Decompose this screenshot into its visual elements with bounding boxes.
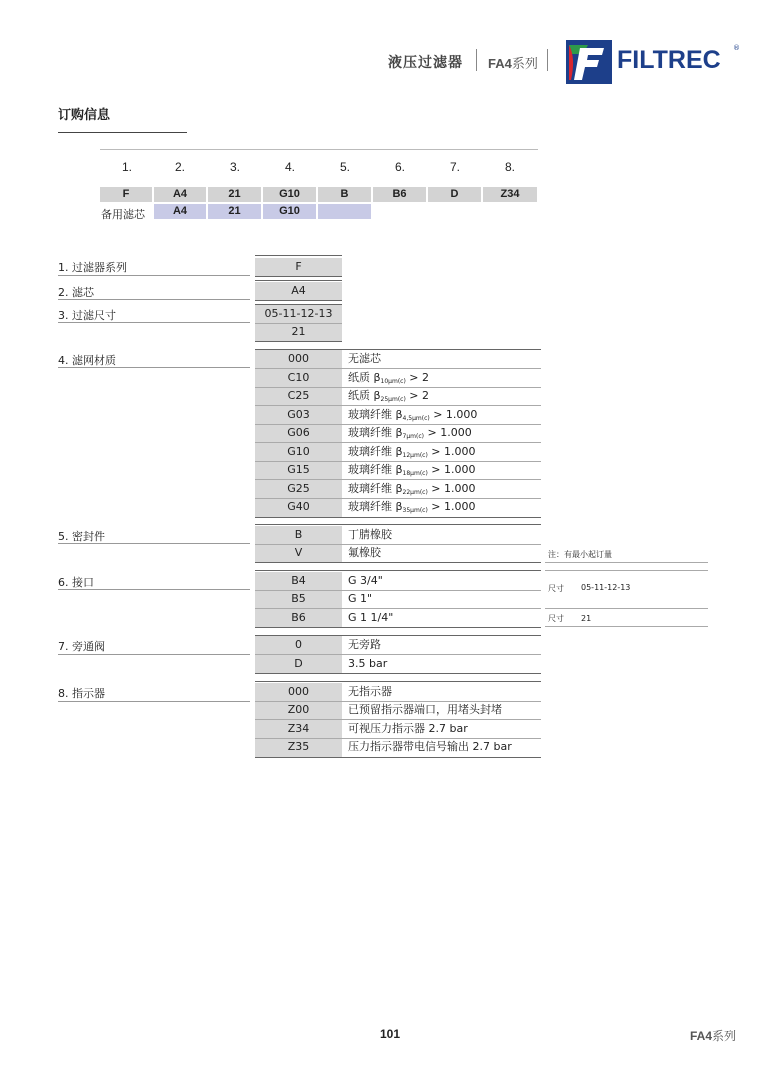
- option-description: 无滤芯: [348, 352, 381, 365]
- grid-code-cell: Z34: [483, 187, 537, 202]
- desc-text: > 1.000: [427, 500, 476, 513]
- spare-code-cell: 21: [208, 204, 261, 219]
- option-row: [255, 323, 342, 341]
- desc-text: 纸质 β: [348, 371, 381, 384]
- beta-subscript: 10μm(c): [380, 378, 406, 385]
- footer-series: [690, 1027, 736, 1044]
- option-row: [255, 720, 541, 738]
- option-code: B5: [291, 592, 306, 605]
- row-divider: [255, 341, 342, 342]
- option-code: V: [294, 546, 303, 559]
- row-divider: [255, 673, 541, 674]
- option-description: 氟橡胶: [348, 546, 381, 559]
- label-underline: [58, 275, 250, 276]
- option-code: B4: [291, 574, 306, 587]
- option-row: [255, 424, 541, 442]
- option-code: G15: [287, 463, 310, 476]
- desc-text: > 1.000: [429, 408, 478, 421]
- option-description: 压力指示器带电信号输出 2.7 bar: [348, 740, 512, 753]
- note-divider: [545, 570, 708, 571]
- footer-series-code: FA4: [690, 1029, 713, 1043]
- row-divider: [255, 300, 342, 301]
- option-description: 可视压力指示器 2.7 bar: [348, 722, 468, 735]
- option-description: 无指示器: [348, 685, 392, 698]
- row-divider: [255, 562, 541, 563]
- option-code: 05-11-12-13: [264, 307, 333, 320]
- row-divider: [255, 570, 541, 571]
- logo-text: FILTREC: [617, 46, 721, 74]
- header-divider: [547, 49, 548, 71]
- spare-element-label: 备用滤芯: [101, 208, 145, 221]
- grid-column-number: 2.: [174, 160, 185, 174]
- grid-column-number: 1.: [121, 160, 132, 174]
- grid-column-number: 3.: [229, 160, 240, 174]
- section-label-element: 2. 滤芯: [58, 286, 94, 299]
- row-divider: [255, 524, 541, 525]
- option-row: [255, 258, 342, 276]
- option-description: 丁腈橡胶: [348, 528, 392, 541]
- option-description: 3.5 bar: [348, 657, 388, 670]
- size-note-value: 21: [581, 614, 592, 623]
- header-series-suffix: 系列: [511, 57, 538, 72]
- option-description: G 1": [348, 592, 373, 605]
- grid-code-cell: B: [318, 187, 371, 202]
- header-title: 液压过滤器: [388, 55, 463, 71]
- spare-code-cell: A4: [154, 204, 206, 219]
- option-code: B6: [291, 611, 306, 624]
- size-note-label: 尺寸: [548, 614, 564, 623]
- grid-column-number: 5.: [339, 160, 350, 174]
- label-underline: [58, 543, 250, 544]
- option-row: [255, 443, 541, 461]
- label-underline: [58, 589, 250, 590]
- desc-text: > 2: [405, 389, 430, 402]
- section-label-filter-series: 1. 过滤器系列: [58, 261, 127, 274]
- option-code: F: [295, 260, 302, 273]
- option-row: [255, 683, 541, 701]
- label-underline: [58, 654, 250, 655]
- option-code: C25: [287, 389, 310, 402]
- option-row: [255, 480, 541, 498]
- row-divider: [255, 681, 541, 682]
- option-code: 000: [288, 685, 309, 698]
- label-underline: [58, 701, 250, 702]
- row-divider: [255, 255, 342, 256]
- label-underline: [58, 322, 250, 323]
- desc-text: 玻璃纤维 β: [348, 408, 403, 421]
- option-row: [255, 461, 541, 479]
- footer-series-suffix: 系列: [712, 1029, 737, 1043]
- section-label-filter-size: 3. 过滤尺寸: [58, 309, 116, 322]
- desc-text: > 1.000: [427, 445, 476, 458]
- beta-subscript: 7μm(c): [402, 433, 424, 440]
- grid-divider: [100, 149, 538, 150]
- size-note-value: 05-11-12-13: [581, 583, 631, 592]
- spare-code-cell: [318, 204, 371, 219]
- option-row: [255, 369, 541, 387]
- desc-text: 玻璃纤维 β: [348, 445, 403, 458]
- option-description: G 3/4": [348, 574, 383, 587]
- option-code: 000: [288, 352, 309, 365]
- filtrec-logo-icon: [566, 40, 612, 84]
- row-divider: [255, 280, 342, 281]
- option-row: [255, 655, 541, 673]
- section-label-media: 4. 滤网材质: [58, 354, 116, 367]
- grid-column-number: 8.: [504, 160, 515, 174]
- section-label-bypass: 7. 旁通阀: [58, 640, 105, 653]
- option-code: G10: [287, 445, 310, 458]
- row-divider: [255, 517, 541, 518]
- section-title-underline: [58, 132, 187, 133]
- grid-code-cell: 21: [208, 187, 261, 202]
- option-row: [255, 701, 541, 719]
- option-code: A4: [291, 284, 306, 297]
- desc-text: > 1.000: [427, 482, 476, 495]
- option-code: 21: [291, 325, 306, 338]
- note-divider: [545, 626, 708, 627]
- grid-column-number: 7.: [449, 160, 460, 174]
- grid-code-cell: D: [428, 187, 481, 202]
- option-row: [255, 636, 541, 654]
- desc-text: > 1.000: [427, 463, 476, 476]
- row-divider: [255, 757, 541, 758]
- desc-text: > 1.000: [424, 426, 472, 439]
- option-code: C10: [287, 371, 310, 384]
- page-number: 101: [380, 1027, 401, 1041]
- option-code: Z35: [287, 740, 310, 753]
- label-underline: [58, 367, 250, 368]
- label-underline: [58, 299, 250, 300]
- spare-code-cell: G10: [263, 204, 316, 219]
- option-code: Z34: [287, 722, 310, 735]
- desc-text: 玻璃纤维 β: [348, 463, 403, 476]
- grid-column-number: 6.: [394, 160, 405, 174]
- desc-text: 玻璃纤维 β: [348, 500, 403, 513]
- note-divider: [545, 608, 708, 609]
- note-divider: [545, 562, 708, 563]
- option-code: D: [294, 657, 303, 670]
- option-description: 已预留指示器端口，用堵头封堵: [348, 703, 502, 716]
- header-series-code: FA4: [488, 56, 512, 71]
- grid-code-cell: F: [100, 187, 152, 202]
- section-label-seals: 5. 密封件: [58, 530, 105, 543]
- grid-code-cell: A4: [154, 187, 206, 202]
- option-row: [255, 544, 541, 562]
- row-divider: [255, 627, 541, 628]
- option-row: [255, 305, 342, 323]
- option-row: [255, 572, 541, 590]
- option-row: [255, 609, 541, 627]
- header-series: [488, 53, 538, 72]
- option-code: G25: [287, 482, 310, 495]
- section-title: 订购信息: [58, 108, 111, 123]
- option-code: 0: [295, 638, 302, 651]
- header-divider: [476, 49, 477, 71]
- beta-subscript: 12μm(c): [402, 452, 428, 459]
- option-row: [255, 387, 541, 405]
- option-code: Z00: [287, 703, 310, 716]
- option-row: [255, 590, 541, 608]
- grid-code-cell: B6: [373, 187, 426, 202]
- option-row: [255, 350, 541, 368]
- row-divider: [255, 276, 342, 277]
- option-code: G40: [287, 500, 310, 513]
- desc-text: 玻璃纤维 β: [348, 482, 403, 495]
- option-row: [255, 282, 342, 300]
- option-row: [255, 498, 541, 516]
- option-code: G03: [287, 408, 310, 421]
- registered-mark: ®: [733, 44, 740, 52]
- section-label-port: 6. 接口: [58, 576, 94, 589]
- moq-note: 注：有最小起订量: [548, 550, 612, 559]
- option-description: 无旁路: [348, 638, 381, 651]
- option-description: G 1 1/4": [348, 611, 394, 624]
- desc-text: > 2: [405, 371, 430, 384]
- option-row: [255, 406, 541, 424]
- beta-subscript: 22μm(c): [402, 489, 428, 496]
- section-label-indicator: 8. 指示器: [58, 687, 105, 700]
- beta-subscript: 35μm(c): [402, 507, 428, 514]
- size-note-label: 尺寸: [548, 584, 564, 593]
- option-code: B: [294, 528, 303, 541]
- beta-subscript: 25μm(c): [380, 396, 406, 403]
- beta-subscript: 18μm(c): [402, 470, 428, 477]
- desc-text: 玻璃纤维 β: [348, 426, 403, 439]
- desc-text: 纸质 β: [348, 389, 381, 402]
- grid-code-cell: G10: [263, 187, 316, 202]
- beta-subscript: 4,5μm(c): [402, 415, 430, 422]
- grid-column-number: 4.: [284, 160, 295, 174]
- option-row: [255, 526, 541, 544]
- option-row: [255, 738, 541, 756]
- option-code: G06: [287, 426, 310, 439]
